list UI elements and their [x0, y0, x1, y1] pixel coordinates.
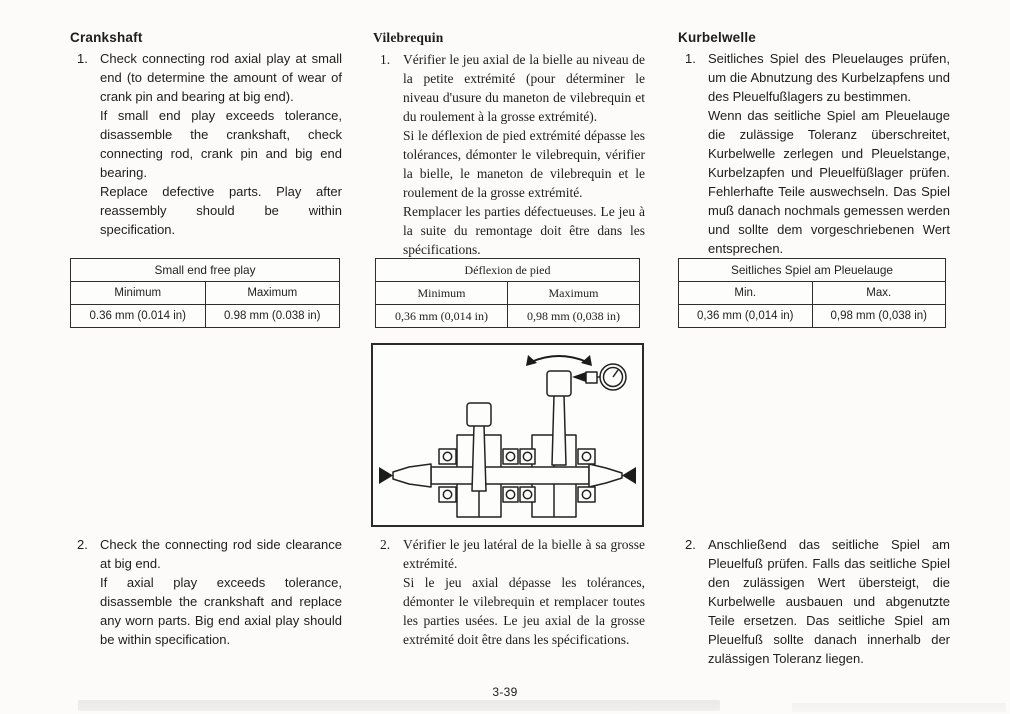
- list-number: 2.: [77, 537, 88, 552]
- list-number: 1.: [685, 51, 696, 66]
- german-step-2: [678, 535, 950, 668]
- crankshaft-shaft: [393, 464, 622, 487]
- rocking-motion-arrow-icon: [531, 356, 587, 362]
- paragraph: Check connecting rod axial play at small end (to determine the amount of wear of crank pin and bearing at big end).: [100, 51, 342, 104]
- list-number: 2.: [685, 537, 696, 552]
- gauge-stem-arrow-icon: [572, 372, 586, 382]
- section-english: [70, 30, 342, 239]
- table-header-min: Minimum: [376, 282, 508, 305]
- paragraph: Vérifier le jeu latéral de la bielle à sa grosse extrémité.: [403, 537, 645, 571]
- step-text: [708, 49, 950, 258]
- step-text: [403, 535, 645, 649]
- scan-artifact: [78, 700, 720, 711]
- list-number: 1.: [380, 52, 391, 67]
- step-text: [403, 50, 645, 259]
- english-step-2: [70, 535, 342, 649]
- table-title: Seitliches Spiel am Pleuelauge: [679, 259, 946, 282]
- list-number: 1.: [77, 51, 88, 66]
- paragraph: Vérifier le jeu axial de la bielle au niveau de la petite extrémité (pour déterminer le niveau d'usure du maneton de vilebrequin et du roulement à la grosse extrémité).: [403, 52, 645, 124]
- paragraph: Si le jeu axial dépasse les tolérances, démonter le vilebrequin et remplacer toutes les parties usées. Le jeu axial de la grosse extrémité doit être dans les spécifications.: [403, 575, 645, 647]
- crankshaft-diagram: [373, 345, 642, 525]
- table-value-max: 0,98 mm (0,038 in): [508, 305, 640, 328]
- section-heading-german: Kurbelwelle: [678, 30, 756, 45]
- list-number: 2.: [380, 537, 391, 552]
- right-pointer-arrow-icon: [622, 467, 636, 484]
- step-text: [708, 535, 950, 668]
- spec-table-german: [678, 258, 946, 328]
- left-pointer-arrow-icon: [379, 467, 393, 484]
- french-step-1: [373, 50, 645, 259]
- table-value-max: 0,98 mm (0,038 in): [812, 305, 946, 328]
- paragraph: Si le déflexion de pied extrémité dépasse les tolérances, démonter le vilebrequin, vérifier la bielle, le maneton de vilebrequin et le roulement de la grosse extrémité.: [403, 128, 645, 200]
- paragraph: Wenn das seitliche Spiel am Pleuelauge die zulässige Toleranz überschreitet, Kurbelwelle zerlegen und Pleuelstange, Kurbelzapfen und Pleuelfüßlager prüfen. Fehlerhafte Teile auswechseln. Das Spiel muß danach nochmals gemessen werden und sollte dem vorgeschriebenen Wert entsprechen.: [708, 108, 950, 256]
- section-heading-french: Vilebrequin: [373, 30, 444, 45]
- table-header-min: Min.: [679, 282, 813, 305]
- paragraph: If axial play exceeds tolerance, disassemble the crankshaft and replace any worn parts. Big end axial play should be within specification.: [100, 575, 342, 647]
- german-step-2-block: [678, 535, 950, 668]
- french-step-2-block: [373, 535, 645, 649]
- table-title: Small end free play: [71, 259, 340, 282]
- table-header-max: Maximum: [508, 282, 640, 305]
- english-step-2-block: [70, 535, 342, 649]
- table-value-min: 0,36 mm (0,014 in): [679, 305, 813, 328]
- paragraph: Check the connecting rod side clearance at big end.: [100, 537, 342, 571]
- table-header-max: Max.: [812, 282, 946, 305]
- section-heading-english: Crankshaft: [70, 30, 143, 45]
- german-step-1: [678, 49, 950, 258]
- table-title: Déflexion de pied: [376, 259, 640, 282]
- step-text: [100, 49, 342, 239]
- paragraph: Remplacer les parties défectueuses. Le jeu à la suite du remontage doit être dans les spécifications.: [403, 204, 645, 257]
- page-number: 3-39: [492, 685, 518, 699]
- dial-gauge-icon: [586, 364, 626, 390]
- table-value-max: 0.98 mm (0.038 in): [205, 305, 340, 328]
- scan-artifact: [792, 703, 1006, 712]
- french-step-2: [373, 535, 645, 649]
- step-text: [100, 535, 342, 649]
- spec-table-french: [375, 258, 640, 328]
- paragraph: Replace defective parts. Play after reassembly should be within specification.: [100, 184, 342, 237]
- table-header-max: Maximum: [205, 282, 340, 305]
- table-header-min: Minimum: [71, 282, 206, 305]
- paragraph: If small end play exceeds tolerance, disassemble the crankshaft, check connecting rod, crank pin and big end bearing.: [100, 108, 342, 180]
- spec-table-english: [70, 258, 340, 328]
- table-value-min: 0,36 mm (0,014 in): [376, 305, 508, 328]
- section-french: [373, 30, 645, 259]
- english-step-1: [70, 49, 342, 239]
- crankshaft-diagram-frame: [371, 343, 644, 527]
- paragraph: Anschließend das seitliche Spiel am Pleuelfuß prüfen. Falls das seitliche Spiel den zulässigen Wert übersteigt, die Kurbelwelle ausbauen und abgenutzte Teile ersetzen. Das seitliche Spiel am Pleuelfuß sollte danach innerhalb der zulässigen Toleranz liegen.: [708, 537, 950, 666]
- table-value-min: 0.36 mm (0.014 in): [71, 305, 206, 328]
- section-german: [678, 30, 950, 258]
- paragraph: Seitliches Spiel des Pleuelauges prüfen, um die Abnutzung des Kurbelzapfens und des Pleuelfußlagers zu bestimmen.: [708, 51, 950, 104]
